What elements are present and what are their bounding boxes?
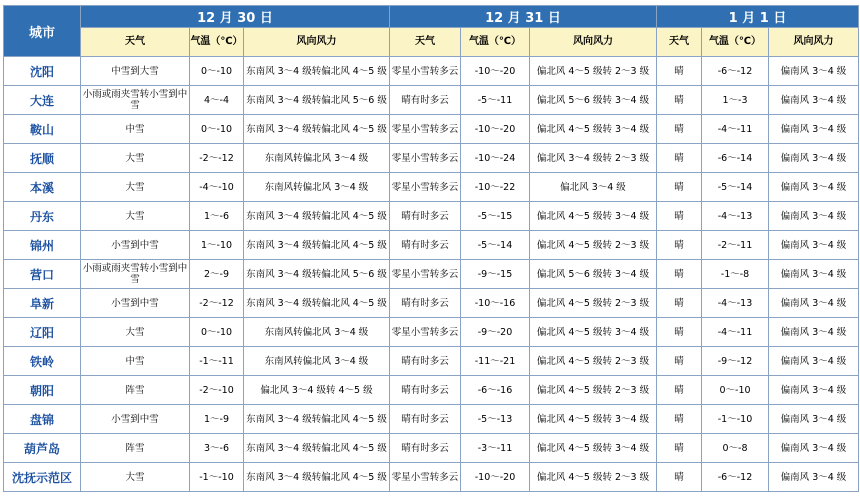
temperature-cell: -10～-16 <box>461 289 530 318</box>
city-name: 营口 <box>4 260 81 289</box>
wind-column-header: 风向风力 <box>769 28 859 57</box>
temperature-cell: 0～-8 <box>702 434 769 463</box>
weather-cell: 晴 <box>657 405 702 434</box>
wind-cell: 偏南风 3～4 级 <box>769 173 859 202</box>
table-row <box>4 463 859 492</box>
weather-cell: 晴有时多云 <box>390 405 461 434</box>
weather-cell: 小雪到中雪 <box>81 289 190 318</box>
weather-cell: 晴 <box>657 260 702 289</box>
wind-cell: 偏北风 3～4 级转 4～5 级 <box>244 376 390 405</box>
table-row <box>4 289 859 318</box>
weather-cell: 晴有时多云 <box>390 202 461 231</box>
weather-cell: 晴 <box>657 86 702 115</box>
weather-cell: 大雪 <box>81 318 190 347</box>
temperature-cell: -9～-12 <box>702 347 769 376</box>
wind-cell: 偏南风 3～4 级 <box>769 202 859 231</box>
weather-column-header: 天气 <box>390 28 461 57</box>
weather-cell: 零星小雪转多云 <box>390 115 461 144</box>
wind-column-header: 风向风力 <box>244 28 390 57</box>
wind-cell: 东南风 3～4 级转偏北风 4～5 级 <box>244 405 390 434</box>
wind-cell: 偏南风 3～4 级 <box>769 318 859 347</box>
weather-cell: 大雪 <box>81 144 190 173</box>
weather-cell: 大雪 <box>81 202 190 231</box>
wind-cell: 偏南风 3～4 级 <box>769 57 859 86</box>
wind-column-header: 风向风力 <box>530 28 657 57</box>
temperature-cell: 1～-10 <box>190 231 244 260</box>
temperature-cell: -4～-10 <box>190 173 244 202</box>
wind-cell: 偏南风 3～4 级 <box>769 405 859 434</box>
weather-cell: 大雪 <box>81 173 190 202</box>
wind-cell: 东南风 3～4 级转偏北风 4～5 级 <box>244 57 390 86</box>
weather-cell: 晴有时多云 <box>390 347 461 376</box>
table-row <box>4 260 859 289</box>
temperature-cell: -1～-10 <box>190 463 244 492</box>
city-name: 鞍山 <box>4 115 81 144</box>
city-name: 锦州 <box>4 231 81 260</box>
weather-cell: 晴 <box>657 434 702 463</box>
temperature-cell: -2～-10 <box>190 376 244 405</box>
temperature-cell: -9～-20 <box>461 318 530 347</box>
wind-cell: 偏北风 4～5 级转 3～4 级 <box>530 115 657 144</box>
table-row <box>4 434 859 463</box>
temperature-cell: -5～-14 <box>702 173 769 202</box>
weather-cell: 晴 <box>657 376 702 405</box>
city-name: 盘锦 <box>4 405 81 434</box>
temperature-column-header: 气温（℃） <box>702 28 769 57</box>
table-row <box>4 57 859 86</box>
wind-cell: 东南风 3～4 级转偏北风 4～5 级 <box>244 463 390 492</box>
table-row <box>4 347 859 376</box>
temperature-cell: -4～-11 <box>702 115 769 144</box>
temperature-cell: -5～-13 <box>461 405 530 434</box>
weather-cell: 中雪 <box>81 347 190 376</box>
temperature-cell: -10～-22 <box>461 173 530 202</box>
forecast-table-container <box>3 5 859 492</box>
temperature-cell: -4～-13 <box>702 202 769 231</box>
city-name: 本溪 <box>4 173 81 202</box>
temperature-cell: -10～-20 <box>461 115 530 144</box>
temperature-cell: -5～-11 <box>461 86 530 115</box>
city-name: 丹东 <box>4 202 81 231</box>
temperature-cell: -4～-11 <box>702 318 769 347</box>
table-row <box>4 144 859 173</box>
wind-cell: 东南风 3～4 级转偏北风 4～5 级 <box>244 202 390 231</box>
wind-cell: 东南风 3～4 级转偏北风 4～5 级 <box>244 289 390 318</box>
weather-cell: 小雨或雨夹雪转小雪到中雪 <box>81 260 190 289</box>
table-row <box>4 405 859 434</box>
weather-forecast-table <box>3 5 859 492</box>
weather-cell: 中雪到大雪 <box>81 57 190 86</box>
wind-cell: 偏北风 4～5 级转 2～3 级 <box>530 231 657 260</box>
forecast-table-body <box>4 57 859 492</box>
temperature-cell: -5～-15 <box>461 202 530 231</box>
weather-cell: 零星小雪转多云 <box>390 57 461 86</box>
city-column-header: 城市 <box>4 6 81 57</box>
table-row <box>4 86 859 115</box>
city-name: 阜新 <box>4 289 81 318</box>
wind-cell: 偏北风 4～5 级转 3～4 级 <box>530 202 657 231</box>
weather-cell: 晴有时多云 <box>390 231 461 260</box>
weather-cell: 晴 <box>657 144 702 173</box>
weather-cell: 零星小雪转多云 <box>390 144 461 173</box>
weather-cell: 小雨或雨夹雪转小雪到中雪 <box>81 86 190 115</box>
table-row <box>4 202 859 231</box>
wind-cell: 东南风 3～4 级转偏北风 5～6 级 <box>244 86 390 115</box>
weather-cell: 零星小雪转多云 <box>390 173 461 202</box>
weather-cell: 零星小雪转多云 <box>390 463 461 492</box>
wind-cell: 偏南风 3～4 级 <box>769 376 859 405</box>
weather-cell: 晴有时多云 <box>390 86 461 115</box>
temperature-cell: -2～-11 <box>702 231 769 260</box>
temperature-cell: -2～-12 <box>190 289 244 318</box>
wind-cell: 偏南风 3～4 级 <box>769 86 859 115</box>
weather-cell: 晴 <box>657 318 702 347</box>
temperature-cell: -5～-14 <box>461 231 530 260</box>
temperature-cell: -10～-20 <box>461 463 530 492</box>
weather-cell: 晴 <box>657 57 702 86</box>
wind-cell: 偏北风 4～5 级转 2～3 级 <box>530 347 657 376</box>
weather-cell: 晴有时多云 <box>390 376 461 405</box>
weather-cell: 晴 <box>657 231 702 260</box>
temperature-cell: -10～-20 <box>461 57 530 86</box>
temperature-cell: -6～-14 <box>702 144 769 173</box>
weather-cell: 中雪 <box>81 115 190 144</box>
wind-cell: 偏南风 3～4 级 <box>769 260 859 289</box>
temperature-cell: -3～-11 <box>461 434 530 463</box>
city-name: 朝阳 <box>4 376 81 405</box>
temperature-cell: -6～-12 <box>702 57 769 86</box>
weather-cell: 零星小雪转多云 <box>390 318 461 347</box>
wind-cell: 偏北风 4～5 级转 2～3 级 <box>530 376 657 405</box>
temperature-column-header: 气温（℃） <box>461 28 530 57</box>
temperature-cell: 0～-10 <box>702 376 769 405</box>
weather-cell: 晴 <box>657 173 702 202</box>
temperature-cell: -1～-11 <box>190 347 244 376</box>
temperature-cell: -10～-24 <box>461 144 530 173</box>
weather-cell: 阵雪 <box>81 434 190 463</box>
weather-cell: 晴 <box>657 463 702 492</box>
temperature-cell: 3～-6 <box>190 434 244 463</box>
city-name: 沈抚示范区 <box>4 463 81 492</box>
wind-cell: 东南风转偏北风 3～4 级 <box>244 347 390 376</box>
temperature-cell: -2～-12 <box>190 144 244 173</box>
wind-cell: 偏北风 5～6 级转 3～4 级 <box>530 260 657 289</box>
wind-cell: 偏北风 4～5 级转 3～4 级 <box>530 405 657 434</box>
wind-cell: 东南风转偏北风 3～4 级 <box>244 318 390 347</box>
weather-cell: 晴有时多云 <box>390 434 461 463</box>
temperature-cell: -1～-10 <box>702 405 769 434</box>
city-name: 大连 <box>4 86 81 115</box>
wind-cell: 偏北风 4～5 级转 3～4 级 <box>530 318 657 347</box>
wind-cell: 东南风转偏北风 3～4 级 <box>244 173 390 202</box>
wind-cell: 东南风 3～4 级转偏北风 4～5 级 <box>244 115 390 144</box>
wind-cell: 偏北风 4～5 级转 2～3 级 <box>530 57 657 86</box>
temperature-cell: 2～-9 <box>190 260 244 289</box>
table-row <box>4 231 859 260</box>
wind-cell: 偏北风 4～5 级转 2～3 级 <box>530 463 657 492</box>
city-name: 辽阳 <box>4 318 81 347</box>
wind-cell: 偏北风 3～4 级 <box>530 173 657 202</box>
temperature-cell: -11～-21 <box>461 347 530 376</box>
weather-cell: 晴 <box>657 115 702 144</box>
temperature-column-header: 气温（℃） <box>190 28 244 57</box>
wind-cell: 偏南风 3～4 级 <box>769 463 859 492</box>
wind-cell: 东南风 3～4 级转偏北风 5～6 级 <box>244 260 390 289</box>
city-name: 葫芦岛 <box>4 434 81 463</box>
temperature-cell: 0～-10 <box>190 57 244 86</box>
temperature-cell: 1～-9 <box>190 405 244 434</box>
weather-cell: 晴 <box>657 202 702 231</box>
weather-column-header: 天气 <box>81 28 190 57</box>
wind-cell: 偏南风 3～4 级 <box>769 115 859 144</box>
temperature-cell: 4～-4 <box>190 86 244 115</box>
date-header-dec-30: 12 月 30 日 <box>81 6 390 28</box>
temperature-cell: -6～-12 <box>702 463 769 492</box>
temperature-cell: -4～-13 <box>702 289 769 318</box>
wind-cell: 偏南风 3～4 级 <box>769 434 859 463</box>
wind-cell: 偏北风 5～6 级转 3～4 级 <box>530 86 657 115</box>
table-row <box>4 376 859 405</box>
date-header-dec-31: 12 月 31 日 <box>390 6 657 28</box>
date-header-jan-1: 1 月 1 日 <box>657 6 859 28</box>
city-name: 抚顺 <box>4 144 81 173</box>
wind-cell: 偏南风 3～4 级 <box>769 289 859 318</box>
weather-cell: 晴 <box>657 347 702 376</box>
temperature-cell: -6～-16 <box>461 376 530 405</box>
table-row <box>4 115 859 144</box>
wind-cell: 偏南风 3～4 级 <box>769 347 859 376</box>
wind-cell: 偏北风 4～5 级转 2～3 级 <box>530 289 657 318</box>
weather-column-header: 天气 <box>657 28 702 57</box>
temperature-cell: -1～-8 <box>702 260 769 289</box>
weather-cell: 小雪到中雪 <box>81 405 190 434</box>
city-name: 铁岭 <box>4 347 81 376</box>
temperature-cell: 0～-10 <box>190 318 244 347</box>
wind-cell: 东南风 3～4 级转偏北风 4～5 级 <box>244 434 390 463</box>
temperature-cell: 0～-10 <box>190 115 244 144</box>
temperature-cell: 1～-6 <box>190 202 244 231</box>
table-row <box>4 173 859 202</box>
city-name: 沈阳 <box>4 57 81 86</box>
wind-cell: 偏南风 3～4 级 <box>769 231 859 260</box>
table-row <box>4 318 859 347</box>
weather-cell: 大雪 <box>81 463 190 492</box>
weather-cell: 小雪到中雪 <box>81 231 190 260</box>
temperature-cell: -9～-15 <box>461 260 530 289</box>
weather-cell: 晴 <box>657 289 702 318</box>
wind-cell: 偏北风 3～4 级转 2～3 级 <box>530 144 657 173</box>
weather-cell: 零星小雪转多云 <box>390 260 461 289</box>
temperature-cell: 1～-3 <box>702 86 769 115</box>
weather-cell: 晴有时多云 <box>390 289 461 318</box>
weather-cell: 阵雪 <box>81 376 190 405</box>
wind-cell: 东南风 3～4 级转偏北风 4～5 级 <box>244 231 390 260</box>
wind-cell: 东南风转偏北风 3～4 级 <box>244 144 390 173</box>
wind-cell: 偏北风 4～5 级转 3～4 级 <box>530 434 657 463</box>
wind-cell: 偏南风 3～4 级 <box>769 144 859 173</box>
